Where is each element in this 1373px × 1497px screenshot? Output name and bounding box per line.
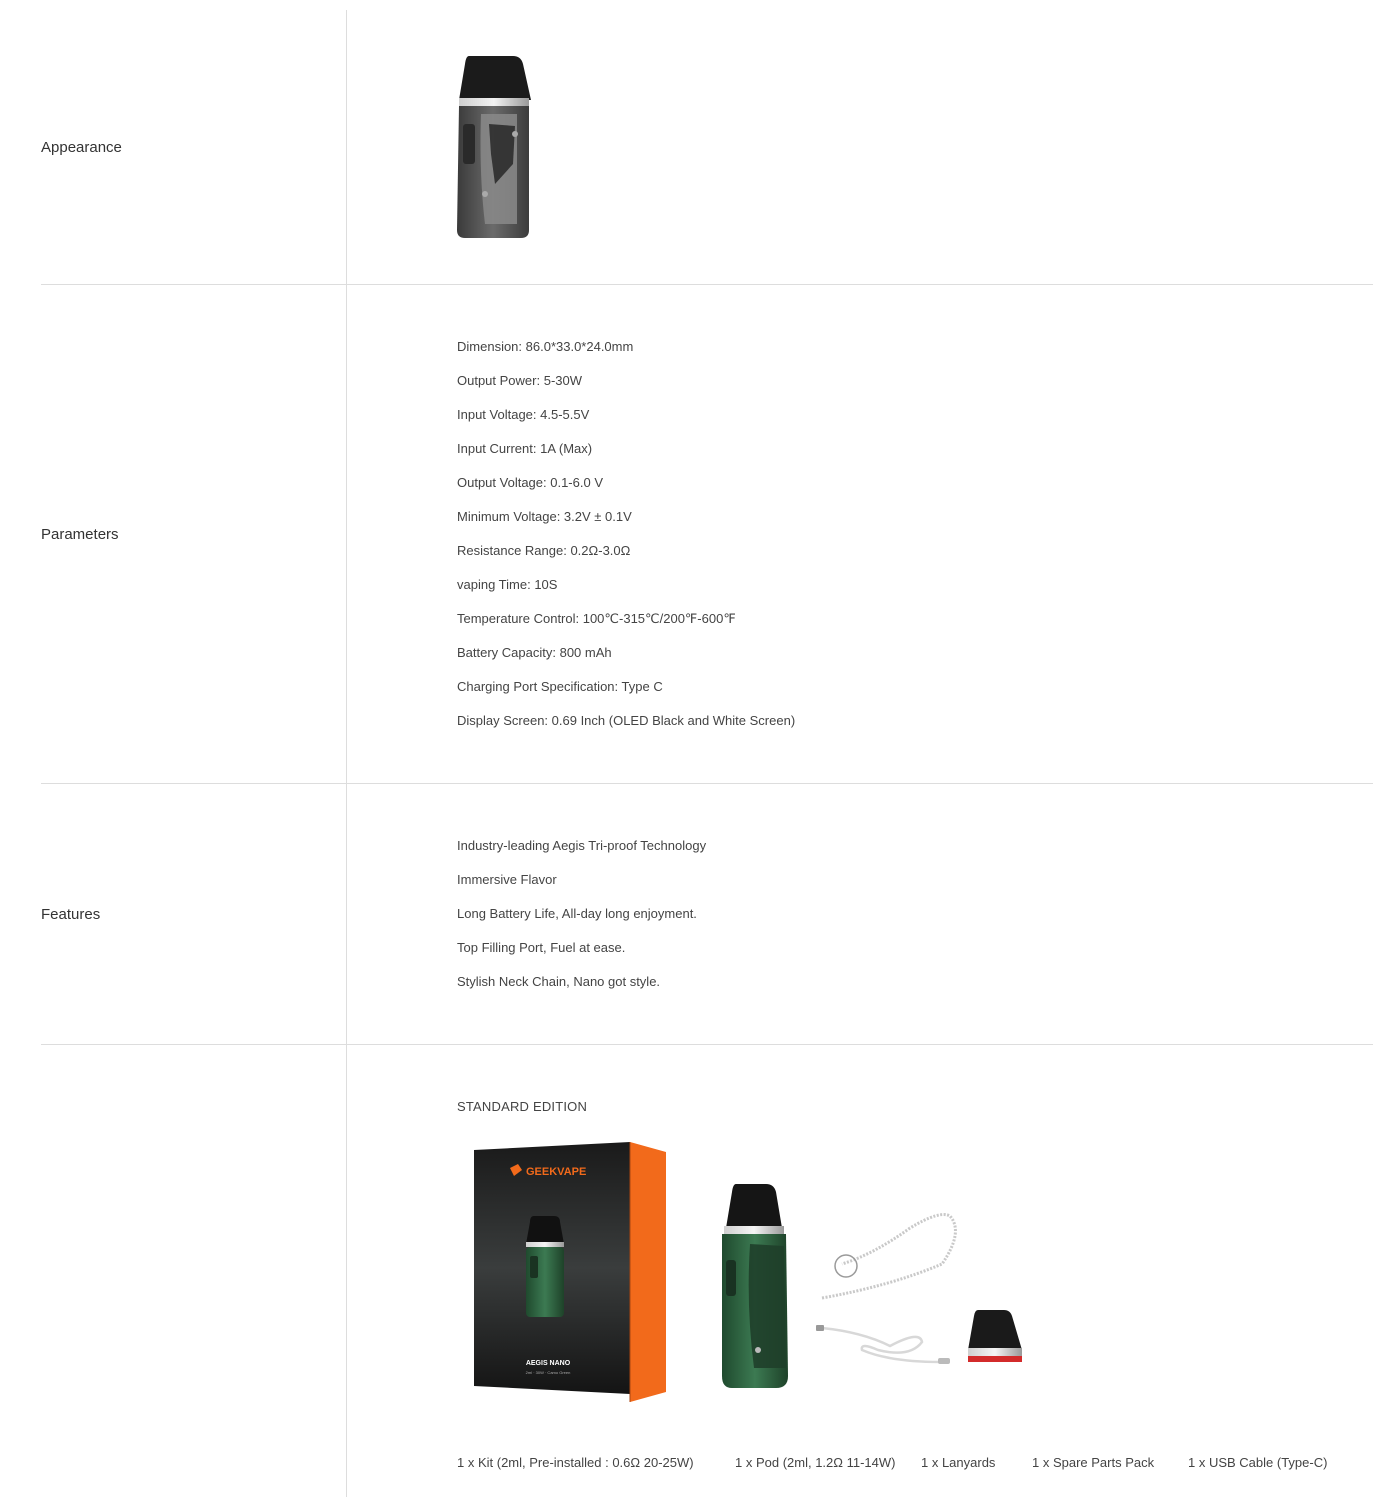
parameter-item: Minimum Voltage: 3.2V ± 0.1V [457, 509, 632, 524]
device-image-green [722, 1184, 788, 1388]
box-product: AEGIS NANO [525, 1360, 571, 1367]
parameter-item: Output Voltage: 0.1-6.0 V [457, 475, 603, 490]
features-list [457, 838, 706, 1008]
usb-cable-image [822, 1328, 940, 1362]
row-label-features: Features [41, 906, 101, 923]
feature-item: Immersive Flavor [457, 872, 557, 887]
row-label-appearance: Appearance [41, 139, 122, 156]
spare-pod-image [968, 1310, 1022, 1362]
parameter-item: Input Current: 1A (Max) [457, 441, 593, 456]
row-divider [41, 284, 1373, 285]
device-image-gunmetal [455, 54, 531, 240]
parameter-item: Resistance Range: 0.2Ω-3.0Ω [457, 543, 631, 558]
package-contents-image [470, 1136, 1030, 1408]
feature-item: Long Battery Life, All-day long enjoyment. [457, 906, 697, 921]
feature-item: Stylish Neck Chain, Nano got style. [457, 974, 661, 989]
parameter-item: Temperature Control: 100℃-315℃/200℉-600℉ [457, 611, 736, 626]
row-divider [41, 1044, 1373, 1045]
feature-item: Industry-leading Aegis Tri-proof Technology [457, 838, 707, 853]
package-item: 1 x Spare Parts Pack [1032, 1455, 1155, 1470]
parameter-item: Display Screen: 0.69 Inch (OLED Black and White Screen) [457, 713, 796, 728]
parameter-item: Output Power: 5-30W [457, 373, 582, 388]
row-label-parameters: Parameters [41, 526, 119, 543]
parameter-item: Input Voltage: 4.5-5.5V [457, 407, 590, 422]
parameter-item: Battery Capacity: 800 mAh [457, 645, 612, 660]
package-item: 1 x Pod (2ml, 1.2Ω 11-14W) [735, 1455, 896, 1470]
parameter-item: Charging Port Specification: Type C [457, 679, 663, 694]
box-spec: 2ml · 30W · Camo Green [525, 1370, 571, 1375]
package-item: 1 x Lanyards [921, 1455, 996, 1470]
parameter-item: Dimension: 86.0*33.0*24.0mm [457, 339, 634, 354]
package-item: 1 x Kit (2ml, Pre-installed : 0.6Ω 20-25W) [457, 1455, 694, 1470]
parameter-item: vaping Time: 10S [457, 577, 558, 592]
row-divider [41, 783, 1373, 784]
package-item: 1 x USB Cable (Type-C) [1188, 1455, 1328, 1470]
box-brand: GEEKVAPE [526, 1166, 587, 1178]
box-side [630, 1142, 666, 1402]
edition-title: STANDARD EDITION [457, 1099, 588, 1114]
parameters-list [457, 339, 795, 747]
feature-item: Top Filling Port, Fuel at ease. [457, 940, 626, 955]
column-divider [346, 10, 347, 1497]
